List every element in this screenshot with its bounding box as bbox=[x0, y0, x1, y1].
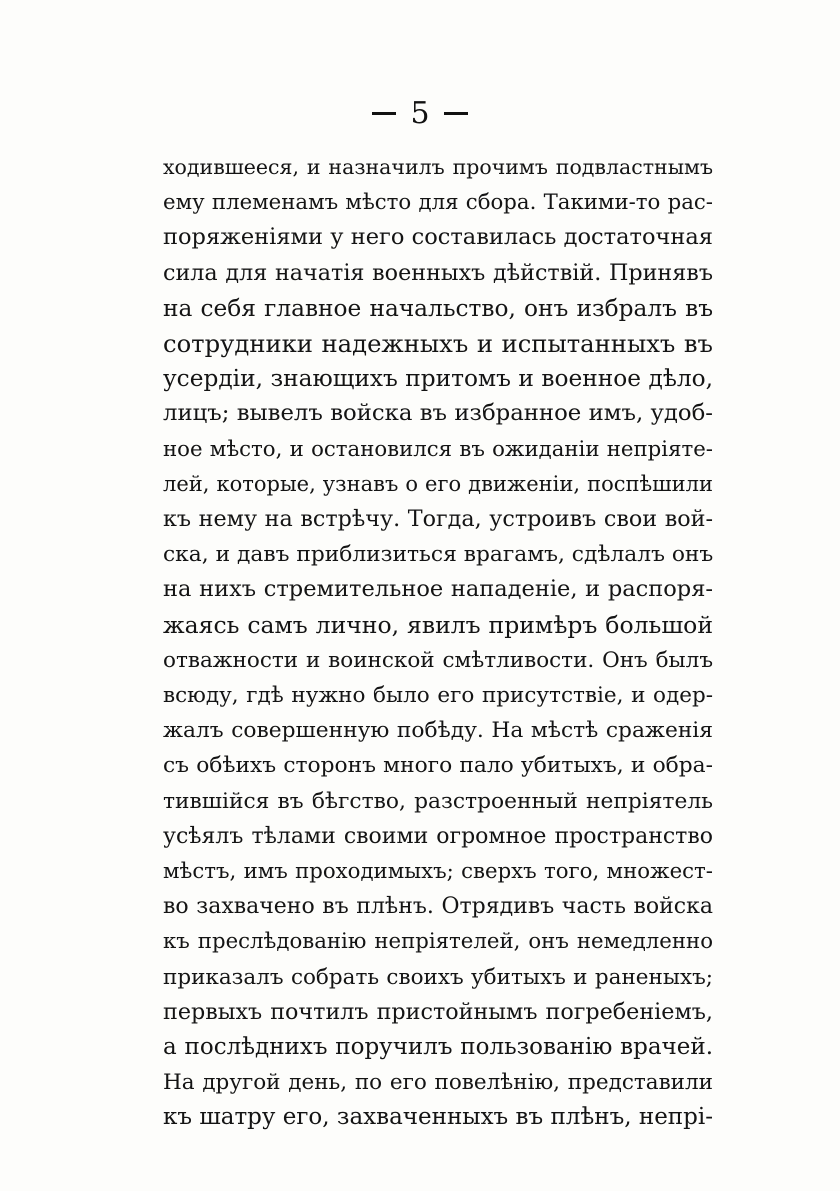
text-line: усердіи, знающихъ притомъ и военное дѣло, bbox=[163, 365, 713, 393]
text-line: сотрудники надежныхъ и испытанныхъ въ bbox=[163, 329, 713, 359]
text-line: ска, и давъ приблизиться врагамъ, сдѣлалъ онъ bbox=[163, 542, 713, 568]
text-line: лицъ; вывелъ войска въ избранное имъ, удоб- bbox=[163, 400, 713, 427]
text-line: во захвачено въ плѣнъ. Отрядивъ часть войска bbox=[163, 894, 713, 920]
page-header bbox=[0, 96, 840, 131]
text-line: тившійся въ бѣгство, разстроенный непріятель bbox=[163, 788, 713, 814]
text-line: усѣялъ тѣлами своими огромное пространство bbox=[163, 823, 713, 849]
right-dash bbox=[444, 112, 468, 115]
text-line: приказалъ собрать своихъ убитыхъ и раненыхъ; bbox=[163, 964, 713, 990]
text-line: съ обѣихъ сторонъ много пало убитыхъ, и обра- bbox=[163, 753, 713, 779]
text-line: къ шатру его, захваченныхъ въ плѣнъ, непрі- bbox=[163, 1104, 713, 1131]
left-dash bbox=[372, 112, 396, 115]
text-line: На другой день, по его повелѣнію, представили bbox=[163, 1070, 713, 1096]
text-line: всюду, гдѣ нужно было его присутствіе, и одер- bbox=[163, 683, 713, 709]
text-line: на себя главное начальство, онъ избралъ въ bbox=[163, 294, 713, 322]
text-line: на нихъ стремительное нападеніе, и распоря- bbox=[163, 576, 713, 603]
page-number: 5 bbox=[410, 96, 430, 131]
text-line: ходившееся, и назначилъ прочимъ подвластнымъ bbox=[163, 155, 713, 179]
text-line: жалъ совершенную побѣду. На мѣстѣ сраженія bbox=[163, 718, 713, 744]
text-line: ное мѣсто, и остановился въ ожиданіи непріяте- bbox=[163, 436, 713, 462]
text-line: ему племенамъ мѣсто для сбора. Такими-то рас- bbox=[163, 190, 713, 216]
body-text bbox=[163, 150, 713, 1136]
text-line: жаясь самъ лично, явилъ примѣръ большой bbox=[163, 610, 713, 639]
text-line: а послѣднихъ поручилъ пользованію врачей. bbox=[163, 1034, 713, 1061]
text-line: лей, которые, узнавъ о его движеніи, поспѣшили bbox=[163, 471, 713, 496]
text-line: къ нему на встрѣчу. Тогда, устроивъ свои вой- bbox=[163, 506, 713, 533]
text-line: мѣстъ, имъ проходимыхъ; сверхъ того, множест- bbox=[163, 859, 713, 885]
text-line: сила для начатія военныхъ дѣйствій. Принявъ bbox=[163, 259, 713, 286]
text-line: первыхъ почтилъ пристойнымъ погребеніемъ, bbox=[163, 998, 713, 1025]
text-line: поряженіями у него составилась достаточная bbox=[163, 224, 713, 251]
text-line: отважности и воинской смѣтливости. Онъ былъ bbox=[163, 647, 713, 673]
text-line: къ преслѣдованію непріятелей, онъ немедленно bbox=[163, 929, 713, 955]
